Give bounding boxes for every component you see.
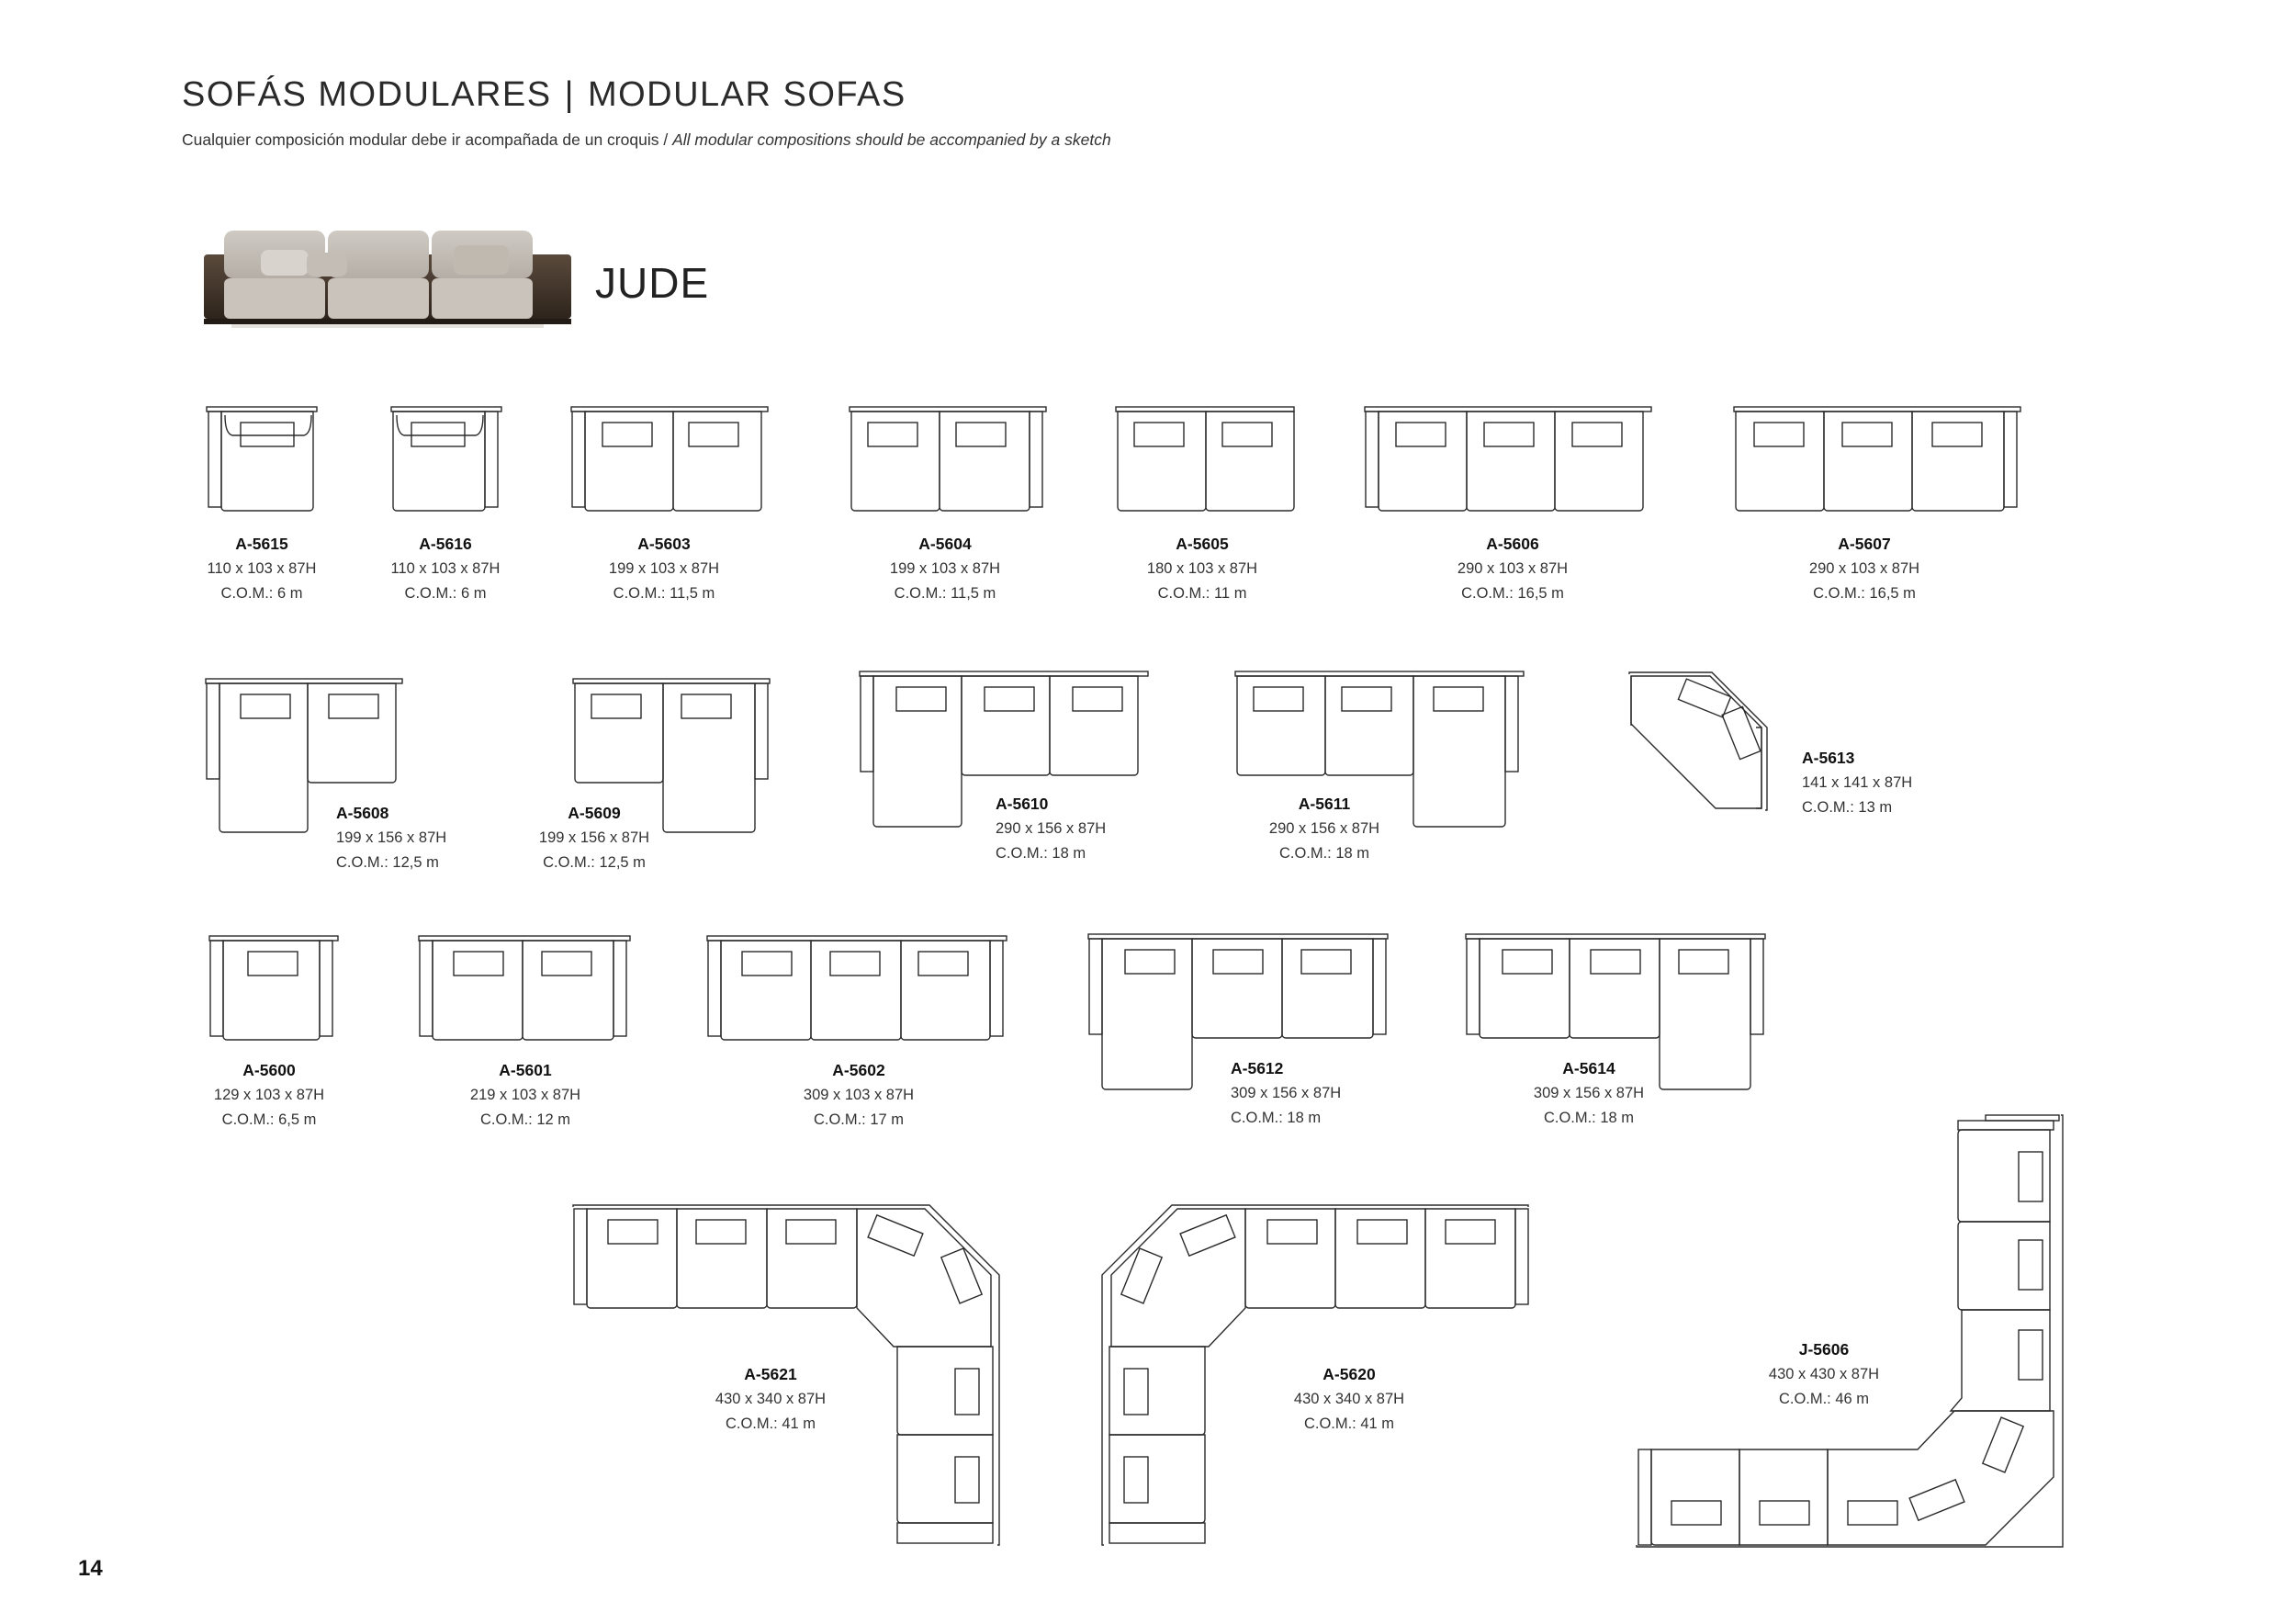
item-label-a5605: [1124, 532, 1280, 606]
title-en: MODULAR SOFAS: [587, 75, 906, 114]
item-code: A-5615: [235, 535, 288, 553]
diagram-a5603: [569, 406, 771, 514]
item-code: A-5612: [1231, 1059, 1284, 1077]
item-code: A-5603: [637, 535, 691, 553]
item-dimensions: 219 x 103 x 87H: [469, 1087, 581, 1103]
item-label-a5613: [1802, 746, 1949, 820]
diagram-a5615: [204, 406, 319, 514]
diagram-a5600: [208, 935, 341, 1043]
item-com: C.O.M.: 18 m: [1231, 1110, 1322, 1126]
item-com: C.O.M.: 12 m: [479, 1111, 571, 1128]
item-dimensions: 309 x 156 x 87H: [1231, 1085, 1342, 1101]
item-com: C.O.M.: 6 m: [220, 585, 303, 602]
item-label-a5620: [1271, 1362, 1427, 1437]
diagram-a5616: [389, 406, 504, 514]
item-label-j5606: [1746, 1337, 1902, 1412]
item-label-a5600: [191, 1058, 347, 1133]
item-label-a5611: [1251, 792, 1398, 866]
item-com: C.O.M.: 41 m: [725, 1415, 816, 1432]
item-dimensions: 199 x 156 x 87H: [538, 829, 650, 846]
item-label-a5602: [781, 1058, 937, 1133]
model-name: JUDE: [595, 259, 710, 307]
diagram-a5606: [1363, 406, 1655, 514]
title-separator: |: [564, 75, 575, 114]
item-code: A-5604: [918, 535, 972, 553]
item-label-a5621: [692, 1362, 849, 1437]
diagram-a5601: [417, 935, 634, 1043]
item-dimensions: 309 x 156 x 87H: [1533, 1085, 1645, 1101]
item-dimensions: 110 x 103 x 87H: [390, 560, 501, 577]
page-title: [182, 75, 906, 115]
item-dimensions: 199 x 103 x 87H: [608, 560, 720, 577]
item-dimensions: 110 x 103 x 87H: [207, 560, 317, 577]
page-number: 14: [78, 1556, 103, 1581]
item-label-a5603: [586, 532, 742, 606]
item-com: C.O.M.: 11 m: [1157, 585, 1247, 602]
item-dimensions: 199 x 156 x 87H: [336, 829, 447, 846]
page-subtitle: [182, 130, 1111, 150]
item-code: A-5607: [1838, 535, 1891, 553]
item-dimensions: 430 x 340 x 87H: [715, 1391, 827, 1407]
item-com: C.O.M.: 16,5 m: [1461, 585, 1564, 602]
item-com: C.O.M.: 12,5 m: [543, 854, 646, 871]
item-label-a5612: [1231, 1056, 1378, 1131]
diagram-j5606: [1635, 1113, 2066, 1554]
diagram-a5613: [1627, 671, 1774, 818]
item-dimensions: 430 x 430 x 87H: [1768, 1366, 1880, 1382]
diagram-a5607: [1732, 406, 2024, 514]
item-code: A-5605: [1176, 535, 1229, 553]
item-label-a5606: [1435, 532, 1591, 606]
item-code: A-5620: [1322, 1365, 1376, 1383]
item-code: A-5614: [1562, 1059, 1615, 1077]
item-dimensions: 199 x 103 x 87H: [889, 560, 1001, 577]
item-com: C.O.M.: 18 m: [1278, 845, 1370, 862]
item-dimensions: 430 x 340 x 87H: [1293, 1391, 1405, 1407]
item-com: C.O.M.: 17 m: [813, 1111, 905, 1128]
item-com: C.O.M.: 11,5 m: [613, 585, 715, 602]
item-code: A-5621: [744, 1365, 797, 1383]
item-com: C.O.M.: 18 m: [1543, 1110, 1635, 1126]
item-com: C.O.M.: 12,5 m: [336, 854, 439, 871]
item-dimensions: 290 x 103 x 87H: [1457, 560, 1569, 577]
item-code: A-5600: [242, 1061, 296, 1079]
diagram-a5602: [705, 935, 1010, 1043]
item-com: C.O.M.: 46 m: [1778, 1391, 1870, 1407]
item-com: C.O.M.: 18 m: [996, 845, 1086, 862]
item-dimensions: 141 x 141 x 87H: [1802, 774, 1913, 791]
item-code: A-5601: [499, 1061, 552, 1079]
item-code: J-5606: [1798, 1340, 1850, 1359]
item-code: A-5602: [832, 1061, 885, 1079]
item-com: C.O.M.: 6 m: [404, 585, 487, 602]
item-label-a5609: [521, 801, 668, 875]
item-com: C.O.M.: 41 m: [1303, 1415, 1395, 1432]
diagram-a5605: [1114, 406, 1298, 514]
item-dimensions: 309 x 103 x 87H: [803, 1087, 915, 1103]
item-dimensions: 129 x 103 x 87H: [213, 1087, 325, 1103]
item-label-a5614: [1515, 1056, 1662, 1131]
item-label-a5607: [1786, 532, 1942, 606]
item-dimensions: 290 x 156 x 87H: [1268, 820, 1380, 837]
item-code: A-5613: [1802, 749, 1855, 767]
item-label-a5616: [367, 532, 523, 606]
item-code: A-5611: [1298, 795, 1351, 813]
item-label-a5610: [996, 792, 1142, 866]
subtitle-es: Cualquier composición modular debe ir acompañada de un croquis /: [182, 130, 669, 149]
item-com: C.O.M.: 6,5 m: [221, 1111, 317, 1128]
item-label-a5608: [336, 801, 483, 875]
item-dimensions: 180 x 103 x 87H: [1146, 560, 1258, 577]
item-label-a5615: [184, 532, 340, 606]
item-code: A-5606: [1486, 535, 1539, 553]
item-com: C.O.M.: 11,5 m: [894, 585, 996, 602]
subtitle-en: All modular compositions should be accompanied by a sketch: [672, 130, 1111, 149]
item-code: A-5608: [336, 804, 389, 822]
item-com: C.O.M.: 13 m: [1802, 799, 1893, 816]
item-label-a5604: [867, 532, 1023, 606]
diagram-a5604: [848, 406, 1052, 514]
sofa-product-photo: [204, 227, 571, 330]
title-es: SOFÁS MODULARES: [182, 75, 552, 114]
item-code: A-5610: [996, 795, 1049, 813]
item-code: A-5609: [568, 804, 621, 822]
item-label-a5601: [447, 1058, 603, 1133]
item-com: C.O.M.: 16,5 m: [1813, 585, 1916, 602]
item-dimensions: 290 x 156 x 87H: [996, 820, 1107, 837]
item-dimensions: 290 x 103 x 87H: [1808, 560, 1920, 577]
item-code: A-5616: [419, 535, 472, 553]
